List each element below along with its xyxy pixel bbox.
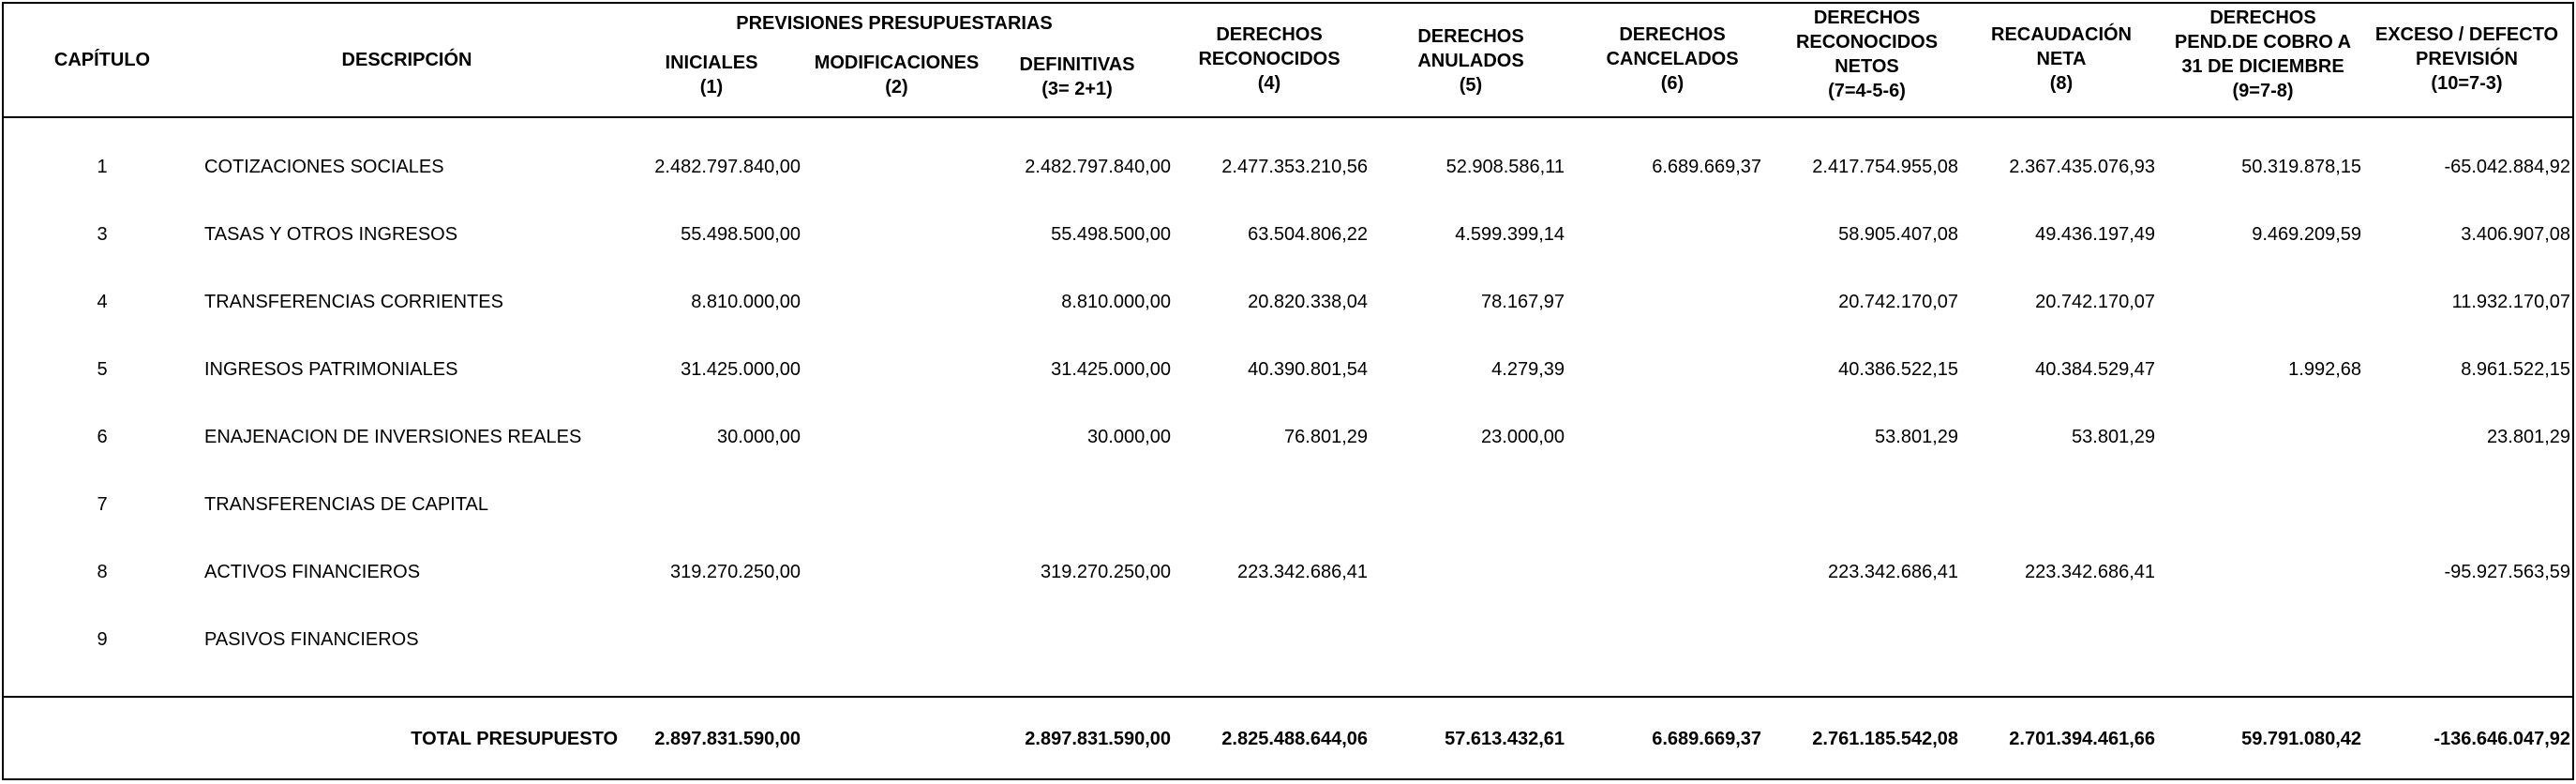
row-anulados: 4.279,39: [1491, 359, 1565, 380]
row-descripcion: INGRESOS PATRIMONIALES: [204, 359, 458, 380]
total-exceso: -136.646.047,92: [2434, 729, 2570, 749]
row-definitivas: 55.498.500,00: [1051, 224, 1171, 245]
header-exceso-line2: PREVISIÓN: [2416, 49, 2518, 69]
header-previsiones-group: PREVISIONES PRESUPUESTARIAS: [736, 13, 1053, 34]
row-netos: 223.342.686,41: [1827, 562, 1958, 582]
header-netos-line2: RECONOCIDOS: [1795, 32, 1939, 53]
row-descripcion: TASAS Y OTROS INGRESOS: [204, 224, 458, 245]
row-anulados: 78.167,97: [1481, 292, 1565, 312]
row-recaudacion: 223.342.686,41: [2024, 562, 2155, 582]
row-netos: 58.905.407,08: [1838, 224, 1958, 245]
header-pendientes-line1: DERECHOS: [2209, 8, 2316, 28]
row-iniciales: 319.270.250,00: [669, 562, 801, 582]
row-iniciales: 8.810.000,00: [691, 292, 801, 312]
row-exceso: -95.927.563,59: [2444, 562, 2570, 582]
row-reconocidos: 76.801,29: [1284, 427, 1368, 447]
row-capitulo: 6: [97, 427, 108, 447]
row-pendientes: 9.469.209,59: [2252, 224, 2361, 245]
row-netos: 53.801,29: [1875, 427, 1958, 447]
header-reconocidos-num: (4): [1257, 73, 1281, 94]
header-netos-line1: DERECHOS: [1813, 8, 1921, 28]
total-definitivas: 2.897.831.590,00: [1025, 729, 1171, 749]
header-anulados-line1: DERECHOS: [1417, 26, 1524, 47]
header-modificaciones-title: MODIFICACIONES: [814, 53, 980, 73]
total-label: TOTAL PRESUPUESTO: [411, 729, 618, 749]
row-recaudacion: 2.367.435.076,93: [2009, 157, 2155, 177]
header-recaudacion-line2: NETA: [2036, 49, 2087, 69]
row-descripcion: ENAJENACION DE INVERSIONES REALES: [204, 427, 582, 447]
row-reconocidos: 223.342.686,41: [1236, 562, 1368, 582]
row-reconocidos: 40.390.801,54: [1248, 359, 1368, 380]
header-capitulo: CAPÍTULO: [53, 50, 151, 70]
header-descripcion: DESCRIPCIÓN: [341, 50, 472, 70]
header-netos-line3: NETOS: [1835, 56, 1899, 77]
row-exceso: 3.406.907,08: [2461, 224, 2570, 245]
row-definitivas: 2.482.797.840,00: [1025, 157, 1171, 177]
header-modificaciones-num: (2): [885, 77, 908, 98]
row-pendientes: 50.319.878,15: [2241, 157, 2361, 177]
header-definitivas-title: DEFINITIVAS: [1019, 54, 1135, 75]
header-cancelados-num: (6): [1660, 73, 1685, 94]
header-divider: [4, 116, 2572, 118]
row-cancelados: 6.689.669,37: [1652, 157, 1761, 177]
row-reconocidos: 2.477.353.210,56: [1221, 157, 1368, 177]
total-divider: [4, 696, 2572, 698]
row-reconocidos: 63.504.806,22: [1248, 224, 1368, 245]
row-iniciales: 2.482.797.840,00: [654, 157, 801, 177]
header-anulados: [1377, 24, 1565, 98]
budget-execution-table: [2, 2, 2574, 780]
row-descripcion: ACTIVOS FINANCIEROS: [204, 562, 421, 582]
row-reconocidos: 20.820.338,04: [1248, 292, 1368, 312]
header-recaudacion: [1972, 23, 2150, 96]
header-iniciales: [622, 51, 801, 99]
row-capitulo: 9: [97, 629, 108, 650]
row-exceso: 8.961.522,15: [2461, 359, 2570, 380]
header-reconocidos: [1176, 23, 1363, 96]
row-recaudacion: 49.436.197,49: [2035, 224, 2155, 245]
row-capitulo: 3: [97, 224, 108, 245]
row-capitulo: 7: [97, 494, 108, 515]
header-pendientes-num: (9=7-8): [2232, 81, 2294, 101]
row-anulados: 23.000,00: [1481, 427, 1565, 447]
row-netos: 2.417.754.955,08: [1812, 157, 1958, 177]
total-recaudacion: 2.701.394.461,66: [2009, 729, 2155, 749]
row-descripcion: PASIVOS FINANCIEROS: [204, 629, 419, 650]
header-exceso-num: (10=7-3): [2431, 73, 2503, 94]
total-pendientes: 59.791.080,42: [2241, 729, 2361, 749]
header-reconocidos-line1: DERECHOS: [1216, 24, 1323, 45]
header-iniciales-title: INICIALES: [665, 53, 758, 73]
row-anulados: 4.599.399,14: [1455, 224, 1565, 245]
total-anulados: 57.613.432,61: [1445, 729, 1565, 749]
row-capitulo: 1: [97, 157, 108, 177]
row-recaudacion: 20.742.170,07: [2035, 292, 2155, 312]
header-netos-num: (7=4-5-6): [1828, 81, 1906, 101]
total-cancelados: 6.689.669,37: [1652, 729, 1761, 749]
header-reconocidos-line2: RECONOCIDOS: [1198, 49, 1340, 69]
row-iniciales: 55.498.500,00: [681, 224, 801, 245]
row-pendientes: 1.992,68: [2288, 359, 2361, 380]
row-netos: 20.742.170,07: [1838, 292, 1958, 312]
row-recaudacion: 53.801,29: [2072, 427, 2155, 447]
row-descripcion: TRANSFERENCIAS CORRIENTES: [204, 292, 503, 312]
header-definitivas: [988, 53, 1166, 101]
row-definitivas: 319.270.250,00: [1040, 562, 1171, 582]
row-capitulo: 8: [97, 562, 108, 582]
header-cancelados: [1579, 23, 1766, 96]
header-iniciales-num: (1): [699, 77, 724, 98]
header-cancelados-line2: CANCELADOS: [1606, 49, 1739, 69]
row-definitivas: 8.810.000,00: [1061, 292, 1171, 312]
row-iniciales: 30.000,00: [717, 427, 801, 447]
row-anulados: 52.908.586,11: [1445, 157, 1565, 177]
row-netos: 40.386.522,15: [1838, 359, 1958, 380]
header-modificaciones: [805, 51, 988, 99]
row-capitulo: 4: [97, 292, 108, 312]
header-anulados-line2: ANULADOS: [1417, 51, 1524, 71]
header-exceso: [2361, 23, 2572, 96]
header-netos: [1766, 6, 1968, 103]
row-recaudacion: 40.384.529,47: [2035, 359, 2155, 380]
total-reconocidos: 2.825.488.644,06: [1221, 729, 1368, 749]
row-iniciales: 31.425.000,00: [681, 359, 801, 380]
header-exceso-line1: EXCESO / DEFECTO: [2374, 24, 2559, 45]
row-exceso: 23.801,29: [2487, 427, 2570, 447]
row-definitivas: 30.000,00: [1087, 427, 1171, 447]
row-exceso: 11.932.170,07: [2451, 292, 2570, 312]
header-pendientes-line3: 31 DE DICIEMBRE: [2181, 56, 2344, 77]
header-pendientes-line2: PEND.DE COBRO A: [2174, 32, 2352, 53]
header-definitivas-num: (3= 2+1): [1041, 79, 1113, 99]
header-anulados-num: (5): [1459, 75, 1483, 96]
total-iniciales: 2.897.831.590,00: [654, 729, 801, 749]
header-pendientes: [2160, 6, 2366, 103]
total-netos: 2.761.185.542,08: [1812, 729, 1958, 749]
header-recaudacion-num: (8): [2049, 73, 2074, 94]
row-descripcion: COTIZACIONES SOCIALES: [204, 157, 444, 177]
header-cancelados-line1: DERECHOS: [1619, 24, 1726, 45]
row-definitivas: 31.425.000,00: [1051, 359, 1171, 380]
header-recaudacion-line1: RECAUDACIÓN: [1991, 24, 2132, 45]
row-exceso: -65.042.884,92: [2444, 157, 2570, 177]
row-descripcion: TRANSFERENCIAS DE CAPITAL: [204, 494, 489, 515]
row-capitulo: 5: [97, 359, 108, 380]
